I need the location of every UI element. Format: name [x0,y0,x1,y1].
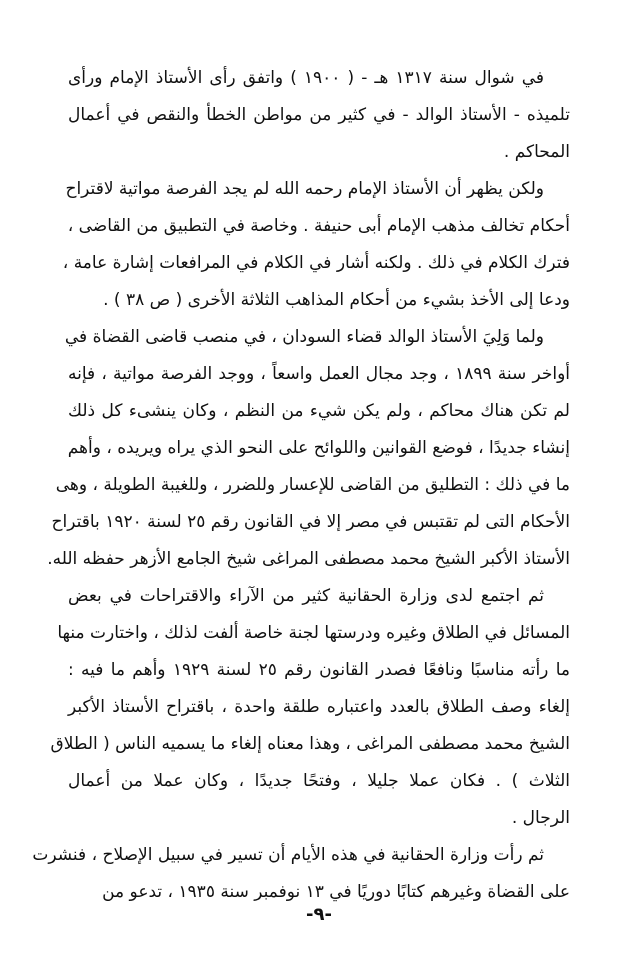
text-line: فترك الكلام في ذلك . ولكنه أشار في الكلام في المرافعات إشارة عامة ، [62,253,570,273]
text-line: المحاكم . [503,142,570,162]
text-line: ثم اجتمع لدى وزارة الحقانية كثير من الآراء والاقتراحات في بعض [68,586,544,606]
text-line: ولكن يظهر أن الأستاذ الإمام رحمه الله لم يجد الفرصة مواتية لاقتراح [65,179,544,199]
text-line: ما رأته مناسبًا ونافعًا فصدر القانون رقم ٢٥ لسنة ١٩٢٩ وأهم ما فيه : [68,660,570,680]
text-line: الأحكام التى لم تقتبس في مصر إلا في القانون رقم ٢٥ لسنة ١٩٢٠ باقتراح [51,512,570,532]
text-line: إنشاء جديدًا ، فوضع القوانين واللوائح على النحو الذي يراه ويريده ، وأهم [67,438,570,458]
text-line: لم تكن هناك محاكم ، ولم يكن شيء من النظم ، وكان ينشىء كل ذلك [68,401,570,421]
paragraph [68,60,570,171]
text-line: ما في ذلك : التطليق من القاضى للإعسار وللضرر ، وللغيبة الطويلة ، وهى [55,475,570,495]
text-line: تلميذه - الأستاذ الوالد - في كثير من مواطن الخطأ والنقص في أعمال [68,105,570,125]
text-line: إلغاء وصف الطلاق بالعدد واعتباره طلقة واحدة ، باقتراح الأستاذ الأكبر [68,697,570,717]
page-number: -٩- [306,904,332,925]
text-line: الأستاذ الأكبر الشيخ محمد مصطفى المراغى شيخ الجامع الأزهر حفظه الله. [47,549,570,569]
body-text [32,60,571,911]
document-page [32,60,571,923]
text-line: المسائل في الطلاق وغيره ودرستها لجنة خاصة ألفت لذلك ، واختارت منها [57,623,570,643]
text-line: أحكام تخالف مذهب الإمام أبى حنيفة . وخاصة في التطبيق من القاضى ، [67,216,570,236]
text-line: الثلاث ) . فكان عملا جليلا ، وفتحًا جديدًا ، وكان عملا من أعمال [68,771,570,791]
text-line: في شوال سنة ١٣١٧ هـ - ( ١٩٠٠ ) واتفق رأى الأستاذ الإمام ورأى [68,68,544,88]
paragraph [50,578,570,837]
paragraph [47,319,571,578]
text-line: الشيخ محمد مصطفى المراغى ، وهذا معناه إلغاء ما يسميه الناس ( الطلاق [50,734,570,754]
text-line: ولما وَلِيَ الأستاذ الوالد قضاء السودان ، في منصب قاضى القضاة في [64,327,544,347]
paragraph [62,171,570,319]
text-line: الرجال . [511,808,570,828]
paragraph [32,837,570,911]
text-line: ثم رأت وزارة الحقانية في هذه الأيام أن تسير في سبيل الإصلاح ، فنشرت [32,845,544,865]
text-line: أواخر سنة ١٨٩٩ ، وجد مجال العمل واسعاً ، ووجد الفرصة مواتية ، فإنه [68,364,571,384]
text-line: على القضاة وغيرهم كتابًا دوريًا في ١٣ نوفمبر سنة ١٩٣٥ ، تدعو من [102,882,570,902]
text-line: ودعا إلى الأخذ بشيء من أحكام المذاهب الثلاثة الأخرى ( ص ٣٨ ) . [103,290,570,310]
